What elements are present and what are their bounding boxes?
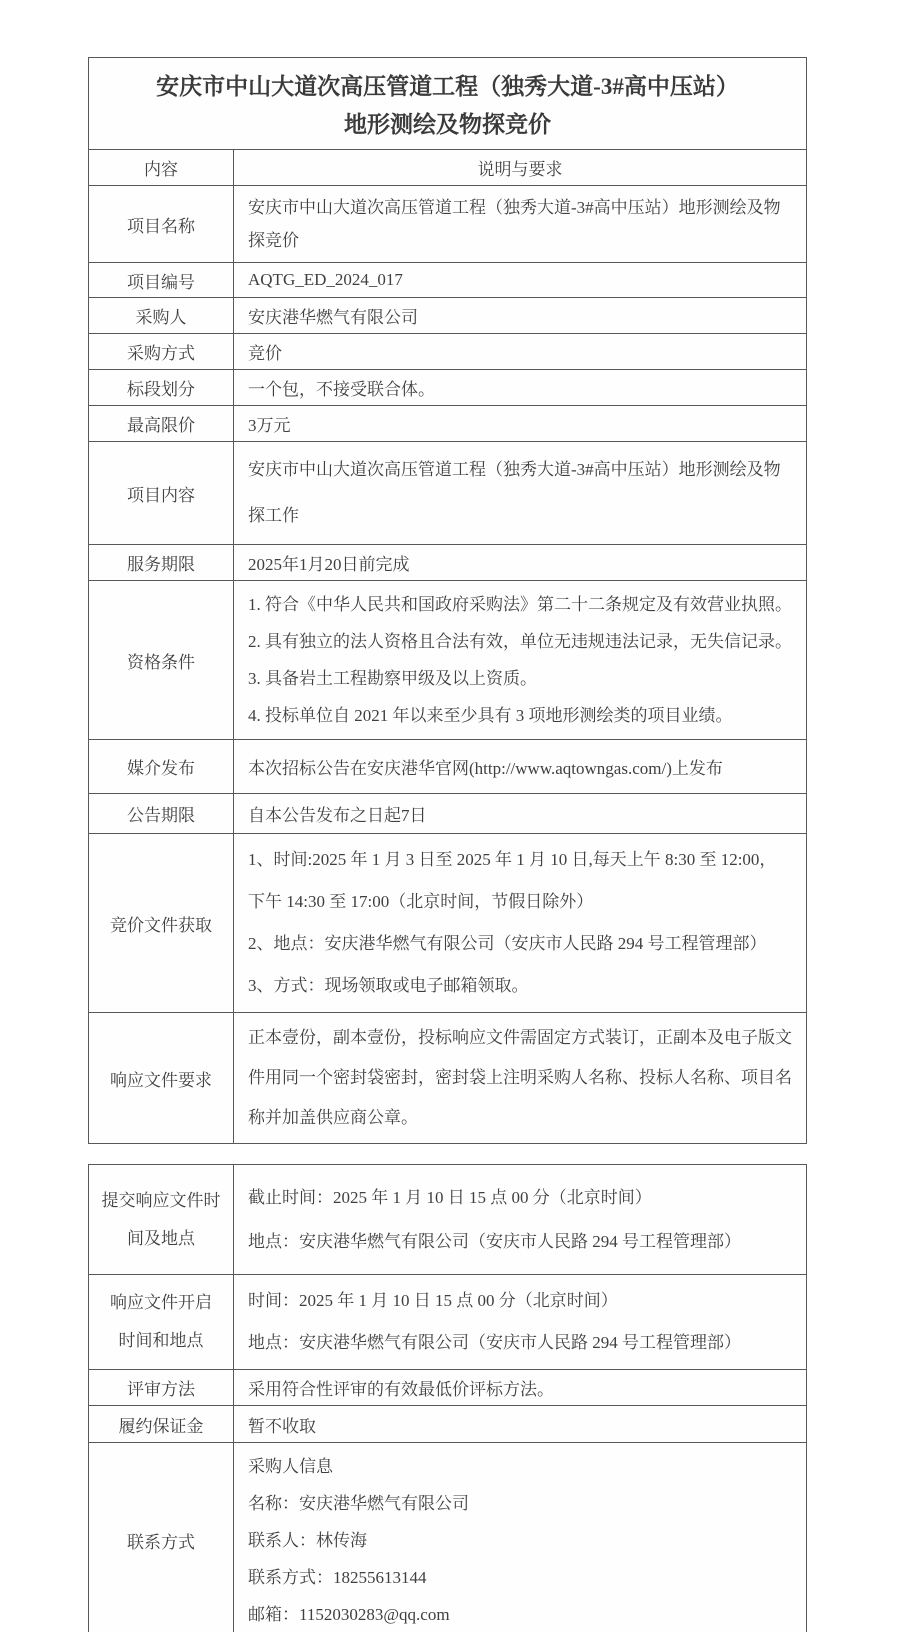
value-line: 2025年1月20日前完成 bbox=[248, 555, 410, 574]
table-row-opening-time bbox=[89, 1274, 806, 1369]
row-label: 竞价文件获取 bbox=[89, 834, 234, 1012]
row-label bbox=[89, 1165, 234, 1274]
value-line: 截止时间：2025 年 1 月 10 日 15 点 00 分（北京时间） bbox=[248, 1187, 652, 1207]
row-value bbox=[234, 334, 806, 369]
table-row-announcement-period bbox=[89, 793, 806, 833]
table-row-purchaser bbox=[89, 297, 806, 333]
value-line: 地点：安庆港华燃气有限公司（安庆市人民路 294 号工程管理部） bbox=[248, 1231, 741, 1251]
value-line: AQTG_ED_2024_017 bbox=[248, 270, 403, 289]
row-label: 资格条件 bbox=[89, 581, 234, 739]
row-label: 项目内容 bbox=[89, 442, 234, 544]
secondary-table bbox=[88, 1164, 807, 1632]
value-line: 暂不收取 bbox=[248, 1416, 316, 1436]
table-row-media-release bbox=[89, 739, 806, 793]
row-label: 联系方式 bbox=[89, 1443, 234, 1632]
table-row-procurement-method bbox=[89, 333, 806, 369]
value-line: 采购人信息 bbox=[248, 1457, 333, 1476]
row-label: 服务期限 bbox=[89, 545, 234, 580]
label-line: 间及地点 bbox=[127, 1228, 195, 1248]
table-row-document-acquisition bbox=[89, 833, 806, 1012]
row-value bbox=[234, 1443, 806, 1632]
label-line: 提交响应文件时 bbox=[101, 1190, 221, 1210]
row-value bbox=[234, 263, 806, 297]
value-line: 竞价 bbox=[248, 344, 282, 363]
label-line: 响应文件开启 bbox=[110, 1293, 212, 1312]
table-row-lot-division bbox=[89, 369, 806, 405]
row-value bbox=[234, 1013, 806, 1143]
row-value bbox=[234, 370, 806, 405]
value-line: 采用符合性评审的有效最低价评标方法。 bbox=[248, 1380, 554, 1399]
document-title-line1: 安庆市中山大道次高压管道工程（独秀大道-3#高中压站） bbox=[156, 74, 739, 100]
value-line: 本次招标公告在安庆港华官网(http://www.aqtowngas.com/)上发布 bbox=[248, 759, 723, 778]
table-row-performance-bond bbox=[89, 1405, 806, 1442]
value-line: 安庆市中山大道次高压管道工程（独秀大道-3#高中压站）地形测绘及物探工作 bbox=[248, 460, 781, 525]
header-requirements-label: 说明与要求 bbox=[477, 160, 563, 179]
row-label: 采购人 bbox=[89, 298, 234, 333]
table-row-response-requirements bbox=[89, 1012, 806, 1143]
row-label: 标段划分 bbox=[89, 370, 234, 405]
table-row-submission-deadline bbox=[89, 1165, 806, 1274]
row-label bbox=[89, 1275, 234, 1369]
document-title bbox=[89, 58, 806, 149]
row-label: 履约保证金 bbox=[89, 1406, 234, 1442]
header-content-label: 内容 bbox=[89, 150, 234, 185]
row-label: 响应文件要求 bbox=[89, 1013, 234, 1143]
label-line: 时间和地点 bbox=[118, 1331, 204, 1350]
value-line: 1. 符合《中华人民共和国政府采购法》第二十二条规定及有效营业执照。 bbox=[248, 595, 792, 614]
value-line: 3. 具备岩土工程勘察甲级及以上资质。 bbox=[248, 669, 537, 688]
value-line: 3万元 bbox=[248, 416, 291, 435]
value-line: 正本壹份，副本壹份，投标响应文件需固定方式装订，正副本及电子版文件用同一个密封袋密封，密封袋上注明采购人名称、投标人名称、项目名称并加盖供应商公章。 bbox=[248, 1028, 792, 1127]
document-title-line2: 地形测绘及物探竞价 bbox=[344, 111, 551, 137]
value-line: 时间：2025 年 1 月 10 日 15 点 00 分（北京时间） bbox=[248, 1291, 618, 1310]
table-row-contact-info bbox=[89, 1442, 806, 1632]
procurement-notice-document bbox=[88, 57, 807, 1632]
row-value bbox=[234, 1275, 806, 1369]
table-row-project-content bbox=[89, 441, 806, 544]
row-value bbox=[234, 406, 806, 441]
row-label: 媒介发布 bbox=[89, 740, 234, 793]
row-value bbox=[234, 1370, 806, 1405]
value-line: 2. 具有独立的法人资格且合法有效，单位无违规违法记录，无失信记录。 bbox=[248, 632, 792, 651]
row-value bbox=[234, 834, 806, 1012]
value-line: 安庆市中山大道次高压管道工程（独秀大道-3#高中压站）地形测绘及物探竞价 bbox=[248, 198, 781, 250]
value-line: 1、时间:2025 年 1 月 3 日至 2025 年 1 月 10 日,每天上午 8:30 至 12:00，下午 14:30 至 17:00（北京时间，节假日除外） bbox=[248, 850, 777, 911]
row-label: 采购方式 bbox=[89, 334, 234, 369]
table-row-qualification bbox=[89, 580, 806, 739]
value-line: 地点：安庆港华燃气有限公司（安庆市人民路 294 号工程管理部） bbox=[248, 1333, 741, 1352]
value-line: 2、地点：安庆港华燃气有限公司（安庆市人民路 294 号工程管理部） bbox=[248, 934, 767, 953]
row-value bbox=[234, 794, 806, 833]
value-line: 一个包，不接受联合体。 bbox=[248, 380, 435, 399]
row-value bbox=[234, 1165, 806, 1274]
table-row-project-number bbox=[89, 262, 806, 297]
table-row-evaluation-method bbox=[89, 1369, 806, 1405]
value-line: 名称：安庆港华燃气有限公司 bbox=[248, 1494, 469, 1513]
row-value bbox=[234, 545, 806, 580]
row-value bbox=[234, 186, 806, 262]
value-line: 邮箱：1152030283@qq.com bbox=[248, 1605, 450, 1624]
table-header-row bbox=[89, 149, 806, 185]
value-line: 联系方式：18255613144 bbox=[248, 1568, 427, 1587]
table-row-service-period bbox=[89, 544, 806, 580]
main-table bbox=[88, 57, 807, 1144]
row-label: 评审方法 bbox=[89, 1370, 234, 1405]
table-row-project-name bbox=[89, 185, 806, 262]
row-value bbox=[234, 740, 806, 793]
value-line: 自本公告发布之日起7日 bbox=[248, 806, 427, 825]
row-label: 项目编号 bbox=[89, 263, 234, 297]
row-label: 最高限价 bbox=[89, 406, 234, 441]
value-line: 安庆港华燃气有限公司 bbox=[248, 308, 418, 327]
row-value bbox=[234, 1406, 806, 1442]
table-row-price-ceiling bbox=[89, 405, 806, 441]
row-value bbox=[234, 442, 806, 544]
row-value bbox=[234, 298, 806, 333]
value-line: 联系人：林传海 bbox=[248, 1531, 367, 1550]
row-label: 公告期限 bbox=[89, 794, 234, 833]
value-line: 3、方式：现场领取或电子邮箱领取。 bbox=[248, 976, 529, 995]
value-line: 4. 投标单位自 2021 年以来至少具有 3 项地形测绘类的项目业绩。 bbox=[248, 706, 733, 725]
row-label: 项目名称 bbox=[89, 186, 234, 262]
row-value bbox=[234, 581, 806, 739]
